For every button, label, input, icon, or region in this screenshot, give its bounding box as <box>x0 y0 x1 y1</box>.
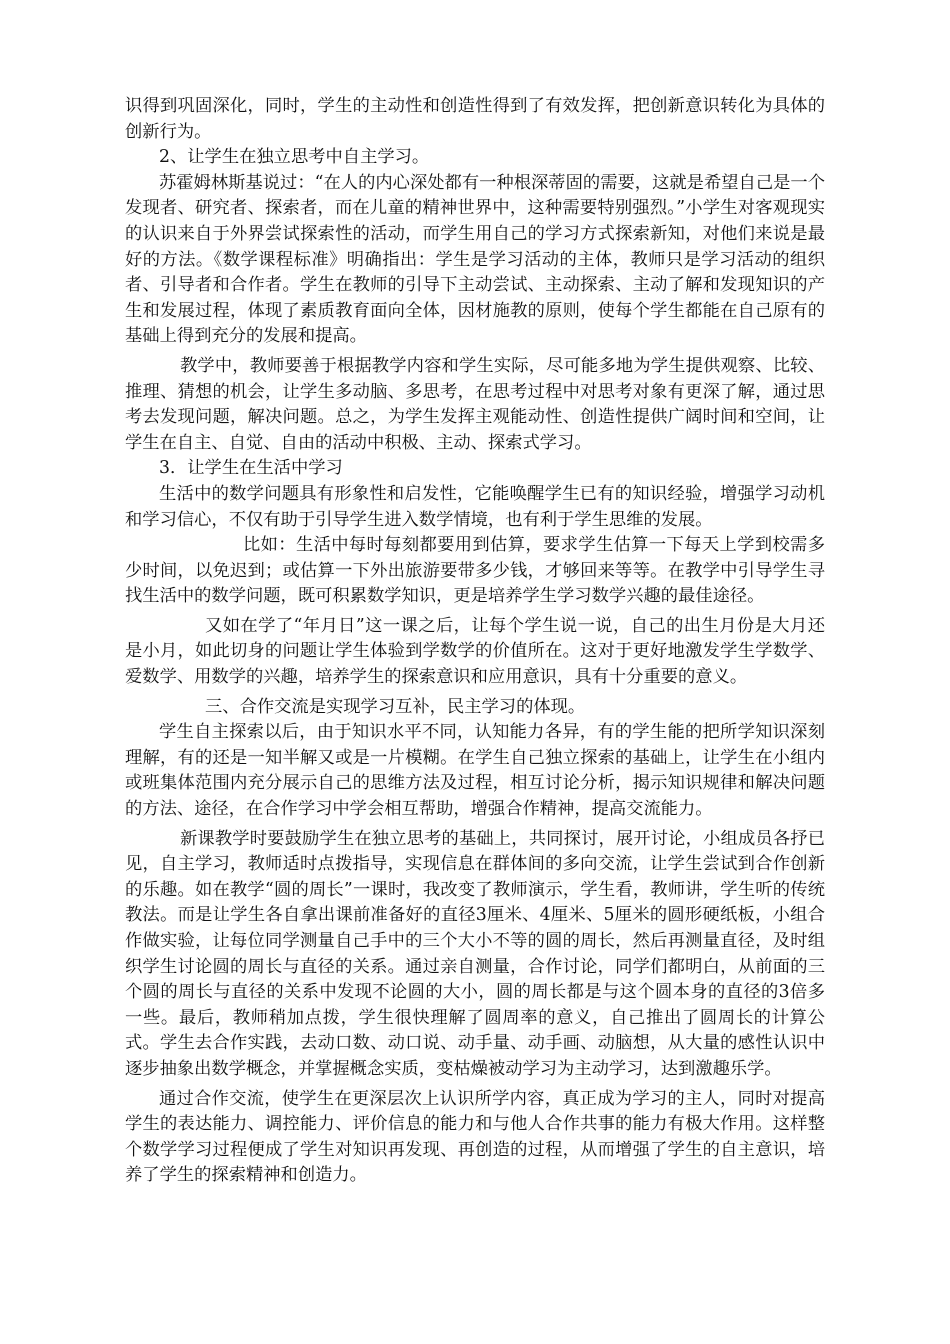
paragraph-1: 识得到巩固深化，同时，学生的主动性和创造性得到了有效发挥，把创新意识转化为具体的创新行为。 <box>125 96 825 142</box>
paragraph-7: 比如：生活中每时每刻都要用到估算，要求学生估算一下每天上学到校需多少时间，以免迟到；或估算一下外出旅游要带多少钱，才够回来等等。在教学中引导学生寻找生活中的数学问题，既可积累数学知识，更是培养学生学习数学兴趣的最佳途径。 <box>125 535 825 607</box>
paragraph-3: 苏霍姆林斯基说过：“在人的内心深处都有一种根深蒂固的需要，这就是希望自己是一个发现者、研究者、探索者，而在儿童的精神世界中，这种需要特别强烈。”小学生对客观现实的认识来自于外界尝试探索性的活动，而学生用自己的学习方式探索新知，对他们来说是最好的方法。《数学课程标准》明确指出：学生是学习活动的主体，教师只是学习活动的组织者、引导者和合作者。学生在教师的引导下主动尝试、主动探索、主动了解和发现知识的产生和发展过程，体现了素质教育面向全体，因材施教的原则，使每个学生都能在自己原有的基础上得到充分的发展和提高。 <box>125 172 825 347</box>
section-heading-three: 三、合作交流是实现学习互补，民主学习的体现。 <box>205 696 586 717</box>
paragraph-4: 教学中，教师要善于根据教学内容和学生实际，尽可能多地为学生提供观察、比较、推理、猜想的机会，让学生多动脑、多思考，在思考过程中对思考对象有更深了解，通过思考去发现问题，解决问题。总之，为学生发挥主观能动性、创造性提供广阔时间和空间，让学生在自主、自觉、自由的活动中积极、主动、探索式学习。 <box>125 355 825 453</box>
paragraph-12: 通过合作交流，使学生在更深层次上认识所学内容，真正成为学习的主人，同时对提高学生的表达能力、调控能力、评价信息的能力和与他人合作共事的能力有极大作用。这样整个数学学习过程便成了学生对知识再发现、再创造的过程，从而增强了学生的自主意识，培养了学生的探索精神和创造力。 <box>125 1088 825 1186</box>
paragraph-6: 生活中的数学问题具有形象性和启发性，它能唤醒学生已有的知识经验，增强学习动机和学习信心，不仅有助于引导学生进入数学情境，也有利于学生思维的发展。 <box>125 483 825 530</box>
paragraph-10: 学生自主探索以后，由于知识水平不同，认知能力各异，有的学生能的把所学知识深刻理解，有的还是一知半解又或是一片模糊。在学生自己独立探索的基础上，让学生在小组内或班集体范围内充分展示自己的思维方法及过程，相互讨论分析，揭示知识规律和解决问题的方法、途径，在合作学习中学会相互帮助，增强合作精神，提高交流能力。 <box>125 722 825 820</box>
section-heading-3: 3．让学生在生活中学习 <box>159 458 343 479</box>
paragraph-8: 又如在学了“年月日”这一课之后，让每个学生说一说，自己的出生月份是大月还是小月，如此切身的问题让学生体验到学数学的价值所在。这对于更好地激发学生学数学、爱数学、用数学的兴趣，培养学生的探索意识和应用意识，具有十分重要的意义。 <box>125 615 825 688</box>
document-body <box>125 94 825 1189</box>
section-heading-2: 2、让学生在独立思考中自主学习。 <box>159 147 430 168</box>
paragraph-11: 新课教学时要鼓励学生在独立思考的基础上，共同探讨，展开讨论，小组成员各抒已见，自主学习，教师适时点拨指导，实现信息在群体间的多向交流，让学生尝试到合作创新的乐趣。如在教学“圆的周长”一课时，我改变了教师演示，学生看，教师讲，学生听的传统教法。而是让学生各自拿出课前准备好的直径3厘米、4厘米、5厘米的圆形硬纸板，小组合作做实验，让每位同学测量自己手中的三个大小不等的圆的周长，然后再测量直径，及时组织学生讨论圆的周长与直径的关系。通过亲自测量，合作讨论，同学们都明白，从前面的三个圆的周长与直径的关系中发现不论圆的大小，圆的周长都是与这个圆本身的直径的3倍多一些。最后，教师稍加点拨，学生很快理解了圆周率的意义，自己推出了圆周长的计算公式。学生去合作实践，去动口数、动口说、动手量、动手画、动脑想，从大量的感性认识中逐步抽象出数学概念，并掌握概念实质，变枯燥被动学习为主动学习，达到激趣乐学。 <box>125 828 825 1079</box>
